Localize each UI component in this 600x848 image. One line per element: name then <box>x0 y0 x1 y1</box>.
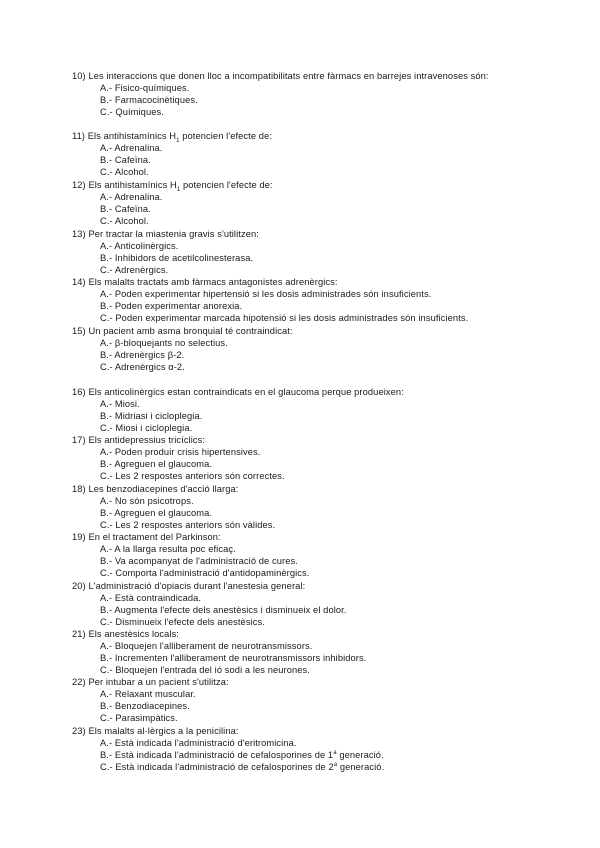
options-list <box>72 543 532 579</box>
option-a: A.- Està indicada l'administració d'eritromicina. <box>100 738 297 749</box>
option-b: B.- Incrementen l'alliberament de neurotransmissors inhibidors. <box>100 653 367 664</box>
option-b: B.- Inhibidors de acetilcolinesterasa. <box>100 253 254 264</box>
question-text <box>72 228 532 240</box>
question-18 <box>72 483 532 531</box>
question-statement-end: potencien l'efecte de: <box>180 180 273 190</box>
question-number: 14) <box>72 277 86 287</box>
superscript: a <box>333 750 337 757</box>
question-text <box>72 531 532 543</box>
option-a: A.- Està contraindicada. <box>100 593 202 604</box>
question-text <box>72 725 532 737</box>
question-text <box>72 676 532 688</box>
option-text-start: B.- Està indicada l'administració de cefalosporines de 1 <box>100 750 334 761</box>
question-statement: Les benzodiacepines d'acció llarga: <box>88 484 239 494</box>
question-text <box>72 130 532 142</box>
question-17 <box>72 434 532 482</box>
option-c: C.- Miosi i cicloplegia. <box>100 423 193 434</box>
option-text-end: generació. <box>336 750 384 761</box>
question-23 <box>72 725 532 773</box>
option-c: C.- Químiques. <box>100 107 164 118</box>
option-a: A.- β-bloquejants no selectius. <box>100 338 228 349</box>
question-12 <box>72 179 532 227</box>
option-a: A.- Miosi. <box>100 399 140 410</box>
option-b: B.- Agreguen el glaucoma. <box>100 459 213 470</box>
question-statement-start: Els antihistamínics H <box>87 131 177 141</box>
option-c: C.- Comporta l'administració d'antidopaminèrgics. <box>100 568 310 579</box>
question-statement-start: Els antihistamínics H <box>88 180 177 190</box>
option-b: B.- Farmacocinètiques. <box>100 95 198 106</box>
option-c: C.- Parasimpàtics. <box>100 713 178 724</box>
question-10 <box>72 70 532 118</box>
option-a: A.- Bloquejen l'alliberament de neurotransmissors. <box>100 641 313 652</box>
subscript: 1 <box>176 186 181 193</box>
options-list <box>72 592 532 628</box>
question-statement: Per tractar la miastenia gravis s'utilitzen: <box>88 229 259 239</box>
question-19 <box>72 531 532 579</box>
option-b <box>72 749 532 761</box>
option-text-end: generació. <box>337 762 385 773</box>
question-15 <box>72 325 532 373</box>
subscript: 1 <box>176 137 180 144</box>
options-list <box>72 191 532 227</box>
options-list <box>72 337 532 373</box>
option-b: B.- Va acompanyat de l'administració de cures. <box>100 556 298 567</box>
option-c: C.- Adrenèrgics. <box>100 265 169 276</box>
options-list <box>72 82 532 118</box>
options-list <box>72 288 532 324</box>
question-number: 16) <box>72 387 86 397</box>
question-statement: L'administració d'opiacis durant l'anestesia general: <box>88 581 306 591</box>
option-c: C.- Alcohol. <box>100 167 149 178</box>
option-a: A.- No són psicotrops. <box>100 496 194 507</box>
options-list <box>72 398 532 434</box>
options-list <box>72 640 532 676</box>
question-text <box>72 325 532 337</box>
question-11 <box>72 130 532 178</box>
question-number: 18) <box>72 484 86 494</box>
option-c: C.- Alcohol. <box>100 216 149 227</box>
question-text <box>72 179 532 191</box>
question-statement: En el tractament del Parkinson: <box>88 532 221 542</box>
question-number: 11) <box>72 131 86 141</box>
option-c <box>72 761 532 773</box>
question-22 <box>72 676 532 724</box>
options-list <box>72 688 532 724</box>
question-number: 20) <box>72 581 86 591</box>
question-text <box>72 70 532 82</box>
option-b: B.- Cafeïna. <box>100 155 151 166</box>
option-a: A.- Anticolinèrgics. <box>100 241 179 252</box>
option-c: C.- Bloquejen l'entrada del ió sodi a les neurones. <box>100 665 310 676</box>
superscript: a <box>333 762 338 769</box>
question-statement: Els malalts al·lèrgics a la penicilina: <box>88 726 239 736</box>
question-text <box>72 434 532 446</box>
option-c: C.- Adrenèrgics α-2. <box>100 362 185 373</box>
option-a: A.- Poden experimentar hipertensió si les dosis administrades són insuficients. <box>100 289 432 300</box>
option-a: A.- Adrenalina. <box>100 143 163 154</box>
question-number: 13) <box>72 229 86 239</box>
question-number: 10) <box>72 71 86 81</box>
question-20 <box>72 580 532 628</box>
question-text <box>72 483 532 495</box>
question-number: 15) <box>72 326 86 336</box>
question-statement-end: potencien l'efecte de: <box>179 131 273 141</box>
options-list <box>72 446 532 482</box>
option-c: C.- Disminueix l'efecte dels anestèsics. <box>100 617 265 628</box>
question-21 <box>72 628 532 676</box>
question-statement: Un pacient amb asma bronquial té contraindicat: <box>88 326 293 336</box>
question-statement: Les interaccions que donen lloc a incompatibilitats entre fàrmacs en barrejes intravenoses són: <box>88 71 489 81</box>
option-a: A.- Fisico-químiques. <box>100 83 190 94</box>
question-statement: Els malalts tractats amb fàrmacs antagonistes adrenèrgics: <box>88 277 338 287</box>
option-c: C.- Les 2 respostes anteriors són vàlides. <box>100 520 276 531</box>
question-number: 22) <box>72 677 86 687</box>
question-text <box>72 276 532 288</box>
option-b: B.- Poden experimentar anorexia. <box>100 301 243 312</box>
option-a: A.- Relaxant muscular. <box>100 689 196 700</box>
option-a: A.- Adrenalina. <box>100 192 163 203</box>
question-number: 23) <box>72 726 86 736</box>
options-list <box>72 737 532 773</box>
question-number: 17) <box>72 435 86 445</box>
question-text <box>72 386 532 398</box>
option-c: C.- Les 2 respostes anteriors són correctes. <box>100 471 285 482</box>
question-statement: Els antidepressius tricíclics: <box>88 435 206 445</box>
options-list <box>72 240 532 276</box>
option-b: B.- Adrenèrgics β-2. <box>100 350 185 361</box>
option-b: B.- Augmenta l'efecte dels anestèsics i disminueix el dolor. <box>100 605 347 616</box>
option-a: A.- Poden produir crisis hipertensives. <box>100 447 261 458</box>
option-b: B.- Cafeïna. <box>100 204 151 215</box>
question-14 <box>72 276 532 324</box>
options-list <box>72 142 532 178</box>
question-number: 12) <box>72 180 86 190</box>
option-a: A.- A la llarga resulta poc eficaç. <box>100 544 236 555</box>
question-number: 21) <box>72 629 86 639</box>
option-text-start: C.- Està indicada l'administració de cefalosporines de 2 <box>100 762 334 773</box>
option-b: B.- Agreguen el glaucoma. <box>100 508 213 519</box>
options-list <box>72 495 532 531</box>
question-16 <box>72 386 532 434</box>
question-statement: Per intubar a un pacient s'utilitza: <box>88 677 229 687</box>
option-b: B.- Benzodiacepines. <box>100 701 190 712</box>
question-text <box>72 580 532 592</box>
option-c: C.- Poden experimentar marcada hipotensió si les dosis administrades són insuficients. <box>100 313 469 324</box>
question-13 <box>72 228 532 276</box>
question-statement: Els anestèsics locals: <box>88 629 179 639</box>
question-statement: Els anticolinèrgics estan contraindicats en el glaucoma perque produeixen: <box>88 387 404 397</box>
option-b: B.- Midriasi i cicloplegia. <box>100 411 203 422</box>
question-text <box>72 628 532 640</box>
question-number: 19) <box>72 532 86 542</box>
